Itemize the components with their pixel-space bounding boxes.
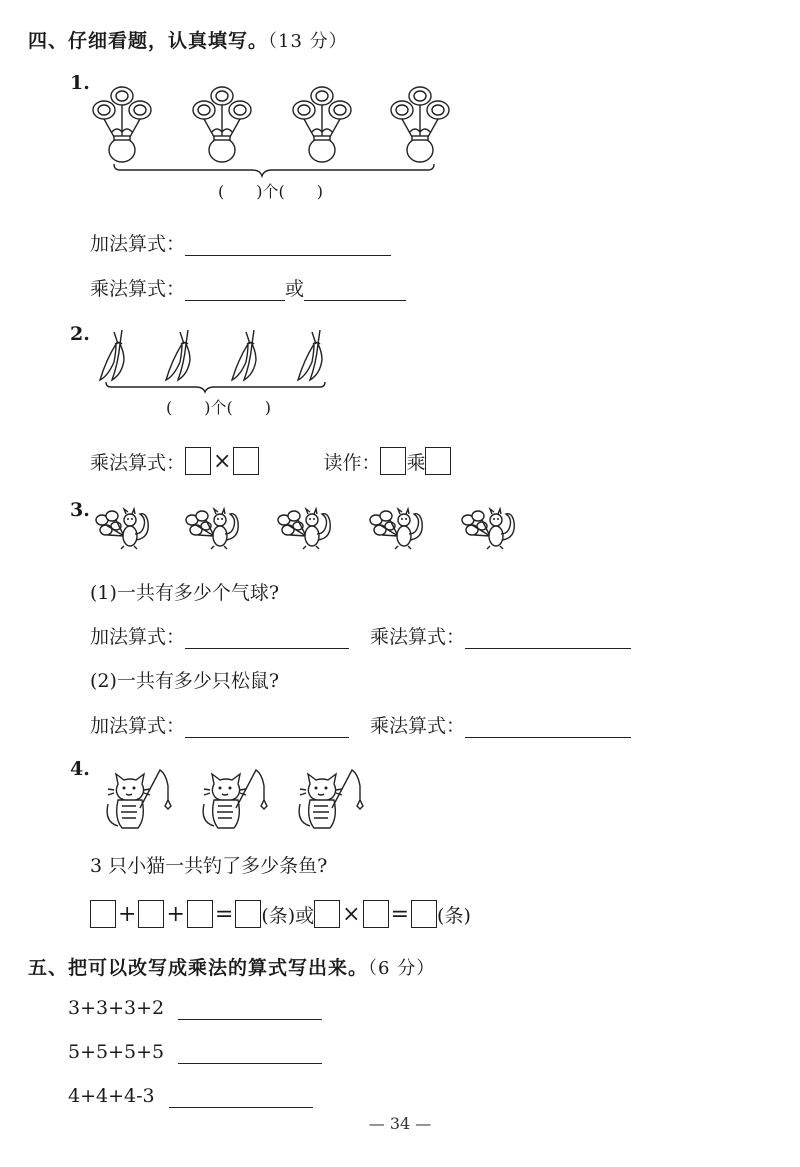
brace [114,164,434,176]
peppers-figure [92,330,342,396]
section-5-item [68,1084,313,1108]
addition-label: 加法算式： [90,626,186,648]
squirrel-with-balloons-icon [186,509,238,549]
q2-multiplication-row [90,446,451,476]
q3-sub2-answer-row [90,714,349,738]
squirrels-figure [92,506,542,556]
q4-factor-box-1[interactable] [314,900,340,928]
q3-sub1-addition-line[interactable] [185,628,349,649]
question-2-number: 2. [70,323,90,345]
unit-text: (条) [437,904,471,927]
unit-text: (条) [261,904,296,927]
equals-sign: = [214,901,234,927]
q2-factor-box-2[interactable] [233,447,259,475]
q1-addition-row [90,232,391,256]
section-5-item [68,996,322,1020]
expression-text: 5+5+5+5 [68,1041,165,1063]
section-5-answer-line-3[interactable] [169,1087,313,1108]
question-3-number: 3. [70,499,90,521]
multiplication-label: 乘法算式： [90,451,186,474]
pepper-pair-icon [232,330,256,380]
question-1-number: 1. [70,72,90,94]
q3-sub1-multiplication-line[interactable] [465,628,631,649]
cat-fishing-icon [203,770,267,828]
pepper-pair-icon [100,330,124,380]
or-text: 或 [295,904,315,927]
expression-text: 4+4+4-3 [68,1085,155,1107]
read-as-label: 读作： [323,451,381,474]
q1-brace-label: ( )个( ) [218,182,323,201]
q3-sub1-mult-row [370,625,631,649]
cats-figure [100,764,390,836]
q4-factor-box-2[interactable] [363,900,389,928]
cat-fishing-icon [107,770,171,828]
section-4-title [28,26,348,53]
flower-vases-figure [88,84,448,184]
or-text: 或 [285,278,305,300]
brace [106,382,325,392]
times-sign: × [213,448,232,474]
q4-sum-box[interactable] [235,900,261,928]
multiplication-label: 乘法算式： [370,715,466,737]
section-4-points: （13 分） [268,31,348,52]
q3-sub1-answer-row [90,625,349,649]
plus-sign: + [166,901,185,927]
pepper-pair-icon [166,330,190,380]
squirrel-with-balloons-icon [462,509,514,549]
flower-vase-icon [391,87,449,162]
addition-label: 加法算式： [90,233,186,255]
question-4-number: 4. [70,758,90,780]
q2-read-box-1[interactable] [380,447,406,475]
multiplication-label: 乘法算式： [90,278,186,300]
times-sign: × [342,901,361,927]
plus-sign: + [118,901,137,927]
flower-vase-icon [93,87,151,162]
pepper-pair-icon [298,330,322,380]
page-number: — 34 — [368,1114,432,1133]
q1-multiplication-answer-line-1[interactable] [185,280,285,301]
q1-multiplication-answer-line-2[interactable] [304,280,406,301]
q2-brace-label: ( )个( ) [166,398,271,417]
cat-fishing-icon [299,770,363,828]
q4-equation-row [90,899,471,929]
q3-sub1-question: (1)一共有多少个气球? [90,582,280,604]
q4-addend-box-2[interactable] [138,900,164,928]
section-5-heading: 五、把可以改写成乘法的算式写出来。 [28,957,369,979]
multiplication-label: 乘法算式： [370,626,466,648]
addition-label: 加法算式： [90,715,186,737]
section-5-item [68,1040,322,1064]
q3-sub2-addition-line[interactable] [185,717,349,738]
squirrel-with-balloons-icon [278,509,330,549]
q3-sub2-mult-row [370,714,631,738]
expression-text: 3+3+3+2 [68,997,165,1019]
q2-factor-box-1[interactable] [185,447,211,475]
q2-read-box-2[interactable] [425,447,451,475]
q4-question: 3 只小猫一共钓了多少条鱼? [90,855,328,877]
squirrel-with-balloons-icon [370,509,422,549]
q4-addend-box-1[interactable] [90,900,116,928]
q4-product-box[interactable] [411,900,437,928]
q3-sub2-question: (2)一共有多少只松鼠? [90,670,280,692]
read-word: 乘 [406,451,426,474]
equals-sign: = [390,901,410,927]
q1-multiplication-row [90,277,406,301]
q4-addend-box-3[interactable] [187,900,213,928]
section-5-title [28,953,435,980]
flower-vase-icon [193,87,251,162]
q1-addition-answer-line[interactable] [185,235,391,256]
section-5-answer-line-2[interactable] [178,1043,322,1064]
q3-sub2-multiplication-line[interactable] [465,717,631,738]
section-5-answer-line-1[interactable] [178,999,322,1020]
squirrel-with-balloons-icon [96,509,148,549]
section-4-heading: 四、仔细看题，认真填写。 [28,30,269,52]
section-5-points: （6 分） [368,958,436,979]
flower-vase-icon [293,87,351,162]
